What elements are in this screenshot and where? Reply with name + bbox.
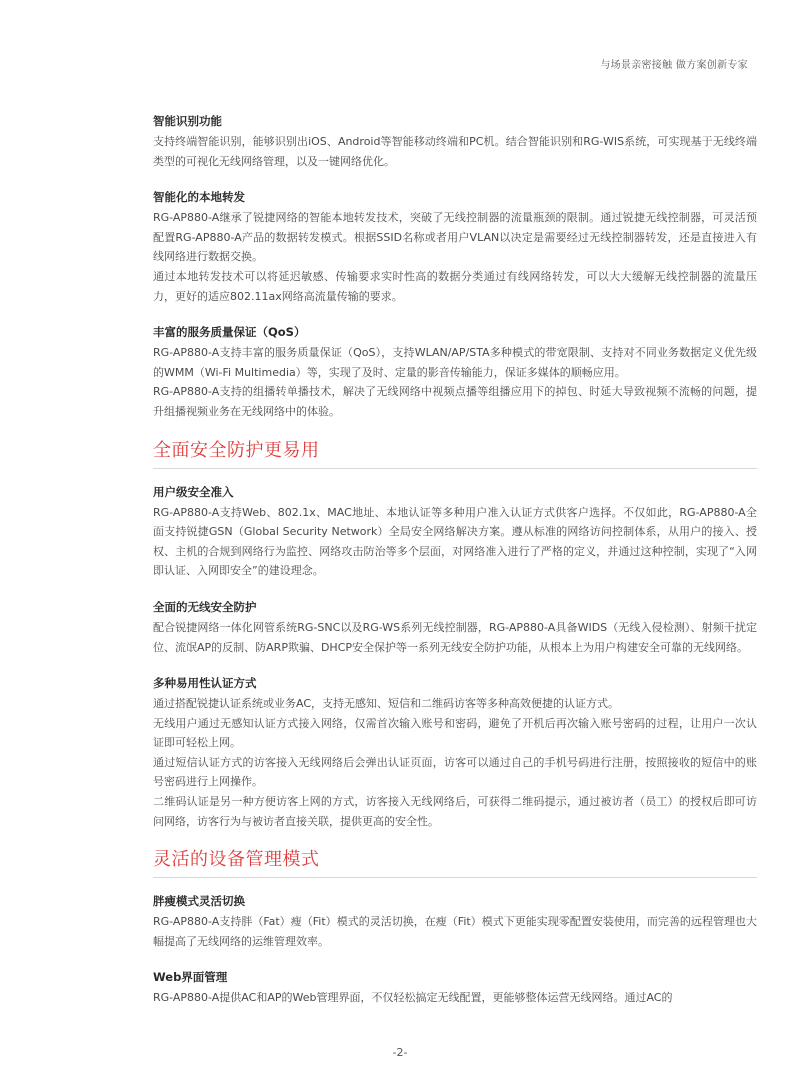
- feature-paragraph: RG-AP880-A继承了锐捷网络的智能本地转发技术，突破了无线控制器的流量瓶颈的限制。通过锐捷无线控制器，可灵活预配置RG-AP880-A产品的数据转发模式。根据SSID名称或者用户VLAN以决定是需要经过无线控制器转发，还是直接进入有线网络进行数据交换。: [153, 211, 757, 264]
- feature-block-auth-methods: [153, 674, 757, 831]
- feature-title: 用户级安全准入: [153, 484, 234, 499]
- feature-title: 多种易用性认证方式: [153, 676, 257, 691]
- feature-paragraph: RG-AP880-A支持胖（Fat）瘦（Fit）模式的灵活切换，在瘦（Fit）模式下更能实现零配置安装使用，而完善的远程管理也大幅提高了无线网络的运维管理效率。: [153, 915, 757, 948]
- feature-paragraph: RG-AP880-A支持丰富的服务质量保证（QoS），支持WLAN/AP/STA多种模式的带宽限制、支持对不同业务数据定义优先级的WMM（Wi-Fi Multimedia）等，实现了及时、定量的影音传输能力，保证多媒体的顺畅应用。: [153, 346, 757, 379]
- feature-block-user-access: [153, 483, 757, 581]
- feature-paragraph: 通过本地转发技术可以将延迟敏感、传输要求实时性高的数据分类通过有线网络转发，可以大大缓解无线控制器的流量压力，更好的适应802.11ax网络高流量传输的要求。: [153, 269, 757, 303]
- feature-paragraph: 配合锐捷网络一体化网管系统RG-SNC以及RG-WS系列无线控制器，RG-AP880-A具备WIDS（无线入侵检测）、射频干扰定位、流氓AP的反制、防ARP欺骗、DHCP安全保护等一系列无线安全防护功能，从根本上为用户构建安全可靠的无线网络。: [153, 620, 757, 654]
- section-header-security: [153, 439, 757, 469]
- feature-block-smart-identification: [153, 112, 757, 171]
- feature-title: 智能化的本地转发: [153, 190, 245, 205]
- feature-block-wireless-security: [153, 598, 757, 657]
- feature-block-qos: [153, 323, 757, 421]
- feature-title: 丰富的服务质量保证（QoS）: [153, 325, 306, 340]
- feature-title: 全面的无线安全防护: [153, 599, 257, 614]
- feature-paragraph: 通过搭配锐捷认证系统或业务AC，支持无感知、短信和二维码访客等多种高效便捷的认证方式。: [153, 697, 620, 711]
- feature-block-local-forwarding: [153, 188, 757, 306]
- feature-paragraph: RG-AP880-A提供AC和AP的Web管理界面，不仅轻松搞定无线配置，更能够整体运营无线网络。通过AC的: [153, 991, 673, 1005]
- feature-block-web-management: [153, 968, 757, 1008]
- feature-paragraph: 支持终端智能识别，能够识别出iOS、Android等智能移动终端和PC机。结合智能识别和RG-WIS系统，可实现基于无线终端类型的可视化无线网络管理，以及一键网络优化。: [153, 135, 757, 168]
- feature-paragraph: 二维码认证是另一种方便访客上网的方式，访客接入无线网络后，可获得二维码提示，通过被访者（员工）的授权后即可访问网络，访客行为与被访者直接关联，提供更高的安全性。: [153, 795, 757, 828]
- section-title: 全面安全防护更易用: [153, 439, 320, 461]
- feature-title: Web界面管理: [153, 970, 228, 985]
- header-tagline: 与场景亲密接触 做方案创新专家: [600, 60, 748, 71]
- section-header-management: [153, 848, 757, 878]
- section-title: 灵活的设备管理模式: [153, 849, 320, 871]
- feature-paragraph: 通过短信认证方式的访客接入无线网络后会弹出认证页面，访客可以通过自己的手机号码进行注册，按照接收的短信中的账号密码进行上网操作。: [153, 755, 757, 789]
- feature-title: 胖瘦模式灵活切换: [153, 894, 245, 909]
- page-content: [153, 112, 757, 1025]
- feature-block-fat-fit: [153, 892, 757, 951]
- feature-paragraph: 无线用户通过无感知认证方式接入网络，仅需首次输入账号和密码，避免了开机后再次输入账号密码的过程，让用户一次认证即可轻松上网。: [153, 716, 757, 750]
- feature-paragraph: RG-AP880-A支持Web、802.1x、MAC地址、本地认证等多种用户准入认证方式供客户选择。不仅如此，RG-AP880-A全面支持锐捷GSN（Global Security Network）全局安全网络解决方案。遵从标准的网络访问控制体系，从用户的接入、授权、主机的合规到网络行为监控、网络攻击防治等多个层面，对网络准入进行了严格的定义，并通过这种控制，实现了“入网即认证、入网即安全”的建设理念。: [153, 505, 757, 578]
- feature-paragraph: RG-AP880-A支持的组播转单播技术，解决了无线网络中视频点播等组播应用下的掉包、时延大导致视频不流畅的问题，提升组播视频业务在无线网络中的体验。: [153, 385, 757, 418]
- page-number: -2-: [392, 1046, 408, 1059]
- feature-title: 智能识别功能: [153, 114, 222, 128]
